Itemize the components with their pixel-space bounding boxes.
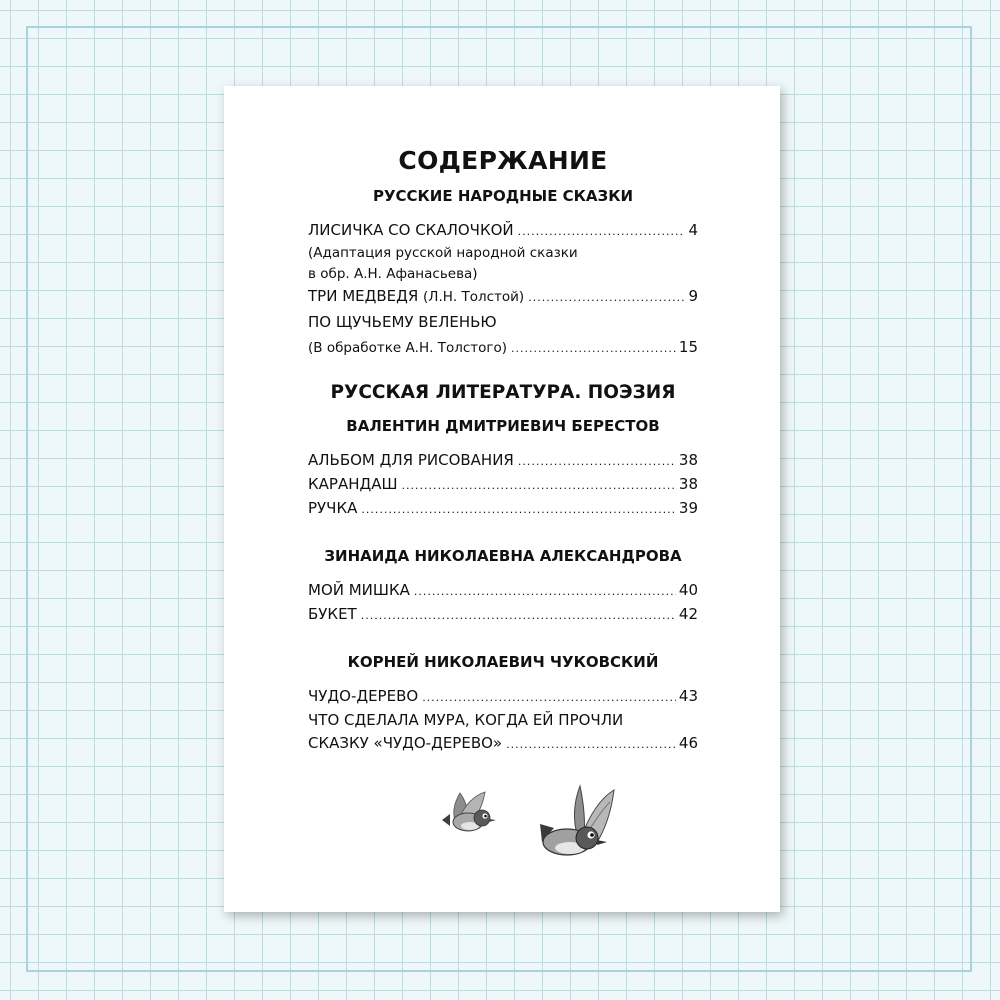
dot-leader	[422, 686, 676, 709]
author-heading: ВАЛЕНТИН ДМИТРИЕВИЧ БЕРЕСТОВ	[346, 417, 660, 435]
dot-leader	[506, 733, 676, 756]
large-bird-icon	[540, 786, 614, 855]
small-bird-icon	[442, 792, 496, 831]
page-title: СОДЕРЖАНИЕ	[398, 146, 608, 175]
toc-entry-page: 40	[678, 581, 698, 599]
dot-leader	[361, 498, 676, 521]
toc-entry-page: 46	[678, 734, 698, 752]
section-heading-folk-tales: РУССКИЕ НАРОДНЫЕ СКАЗКИ	[372, 187, 634, 205]
toc-entry-title: СКАЗКУ «ЧУДО-ДЕРЕВО»	[308, 734, 503, 752]
dot-leader	[402, 474, 676, 497]
dot-leader	[518, 450, 676, 473]
toc-entry-title: АЛЬБОМ ДЛЯ РИСОВАНИЯ	[308, 451, 514, 469]
toc-entry-note: (Л.Н. Толстой)	[423, 289, 525, 305]
toc-entry-page: 9	[688, 287, 698, 305]
toc-entry-note: (Адаптация русской народной сказки	[308, 245, 578, 261]
dot-leader	[518, 220, 686, 243]
book-page	[224, 86, 780, 912]
toc-entry-page: 42	[678, 605, 698, 623]
toc-entry-title: ТРИ МЕДВЕДЯ	[308, 287, 419, 305]
toc-entry-page: 38	[678, 475, 698, 493]
dot-leader	[361, 604, 676, 627]
table-of-contents	[308, 146, 698, 756]
toc-entry-page: 15	[678, 338, 698, 356]
toc-entry[interactable]	[308, 219, 698, 243]
toc-entry-title: ЛИСИЧКА СО СКАЛОЧКОЙ	[308, 221, 514, 239]
toc-entry[interactable]	[308, 449, 698, 473]
toc-entry-page: 39	[678, 499, 698, 517]
toc-entry-page: 43	[678, 687, 698, 705]
dot-leader	[528, 286, 685, 309]
toc-entry-note: в обр. А.Н. Афанасьева)	[308, 266, 478, 282]
toc-entry-title: БУКЕТ	[308, 605, 357, 623]
toc-entry[interactable]	[308, 285, 698, 309]
toc-entry-title[interactable]: ПО ЩУЧЬЕМУ ВЕЛЕНЬЮ	[308, 313, 497, 331]
toc-entry[interactable]	[308, 732, 698, 756]
author-heading: КОРНЕЙ НИКОЛАЕВИЧ ЧУКОВСКИЙ	[347, 653, 659, 671]
toc-entry-title: КАРАНДАШ	[308, 475, 398, 493]
dot-leader	[511, 337, 676, 360]
toc-entry-title: ЧУДО-ДЕРЕВО	[308, 687, 419, 705]
author-heading: ЗИНАИДА НИКОЛАЕВНА АЛЕКСАНДРОВА	[324, 547, 682, 565]
toc-entry-page: 4	[688, 221, 698, 239]
toc-entry[interactable]	[308, 473, 698, 497]
toc-entry[interactable]	[308, 603, 698, 627]
toc-entry-page: 38	[678, 451, 698, 469]
toc-entry[interactable]	[308, 497, 698, 521]
toc-entry-title: РУЧКА	[308, 499, 358, 517]
toc-entry-title[interactable]: ЧТО СДЕЛАЛА МУРА, КОГДА ЕЙ ПРОЧЛИ	[308, 711, 624, 729]
toc-entry[interactable]	[308, 685, 698, 709]
toc-entry[interactable]	[308, 579, 698, 603]
toc-entry-note: (В обработке А.Н. Толстого)	[308, 340, 508, 356]
toc-entry[interactable]	[308, 336, 698, 360]
section-heading-poetry: РУССКАЯ ЛИТЕРАТУРА. ПОЭЗИЯ	[330, 382, 676, 403]
dot-leader	[414, 580, 676, 603]
toc-entry-title: МОЙ МИШКА	[308, 581, 410, 599]
